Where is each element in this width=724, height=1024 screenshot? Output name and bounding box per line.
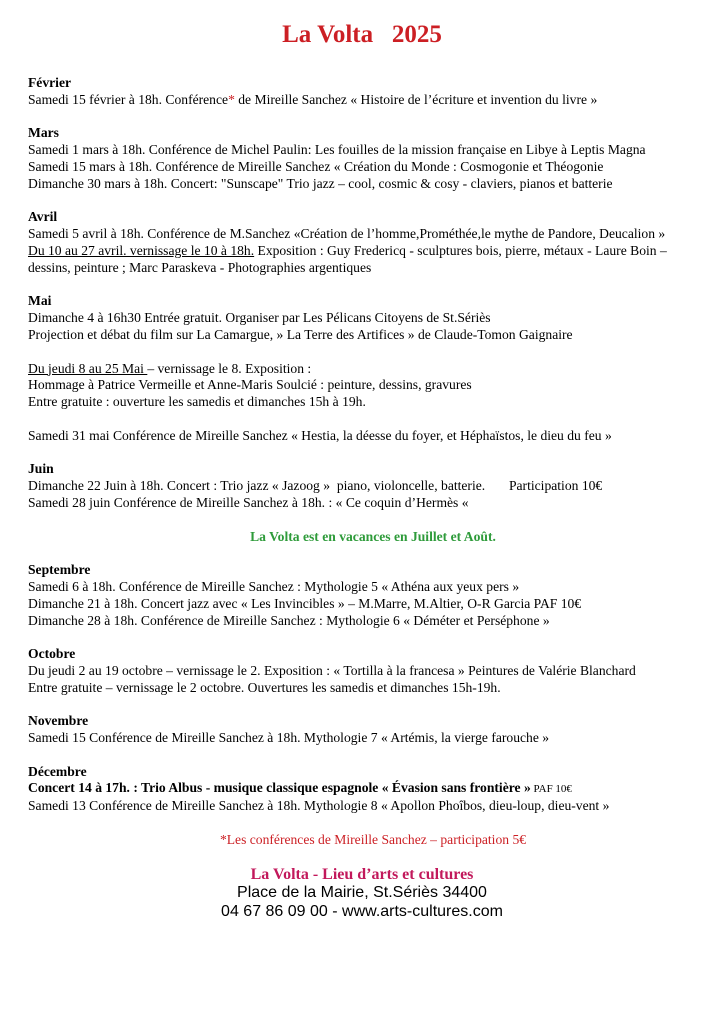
- month-heading-octobre: Octobre: [28, 646, 76, 662]
- price-note: PAF 10€: [530, 783, 572, 796]
- program-content: [28, 75, 718, 849]
- venue-name: La Volta - Lieu d’arts et cultures: [250, 866, 474, 883]
- event-line: [28, 243, 718, 260]
- month-heading-juin: Juin: [28, 461, 54, 477]
- month-heading-avril: Avril: [28, 209, 58, 225]
- event-line: Dimanche 4 à 16h30 Entrée gratuit. Organiser par Les Pélicans Citoyens de St.Sériès: [28, 310, 491, 326]
- event-line: dessins, peinture ; Marc Paraskeva - Photographies argentiques: [28, 259, 372, 275]
- event-line: [28, 780, 718, 798]
- event-line: Samedi 15 mars à 18h. Conférence de Mireille Sanchez « Création du Monde : Cosmogonie et Théogonie: [28, 158, 604, 174]
- date-range: Du jeudi 8 au 25 Mai: [28, 360, 148, 376]
- month-heading-decembre: Décembre: [28, 763, 87, 779]
- event-text: de Mireille Sanchez « Histoire de l’écriture et invention du livre »: [234, 91, 598, 107]
- event-line: Samedi 31 mai Conférence de Mireille Sanchez « Hestia, la déesse du foyer, et Héphaïstos, le dieu du feu »: [28, 427, 612, 443]
- event-line: Samedi 6 à 18h. Conférence de Mireille Sanchez : Mythologie 5 « Athéna aux yeux pers »: [28, 578, 520, 594]
- footnote: *Les conférences de Mireille Sanchez – participation 5€: [219, 831, 527, 847]
- event-text: Exposition : Guy Fredericq - sculptures bois, pierre, métaux - Laure Boin –: [254, 242, 667, 258]
- event-line: [28, 361, 718, 378]
- event-line: Entre gratuite : ouverture les samedis et dimanches 15h à 19h.: [28, 394, 366, 410]
- event-line: Samedi 28 juin Conférence de Mireille Sanchez à 18h. : « Ce coquin d’Hermès «: [28, 494, 469, 510]
- event-line: Dimanche 30 mars à 18h. Concert: "Sunscape" Trio jazz – cool, cosmic & cosy - claviers, pianos et batterie: [28, 175, 613, 191]
- venue-address: Place de la Mairie, St.Sériès 34400: [237, 884, 487, 901]
- event-line: Samedi 5 avril à 18h. Conférence de M.Sanchez «Création de l’homme,Prométhée,le mythe de Pandore, Deucalion »: [28, 226, 666, 242]
- event-line: Du jeudi 2 au 19 octobre – vernissage le 2. Exposition : « Tortilla à la francesa » Peintures de Valérie Blanchard: [28, 662, 636, 678]
- venue-contact: 04 67 86 09 00 - www.arts-cultures.com: [221, 903, 503, 920]
- event-line: Hommage à Patrice Vermeille et Anne-Maris Soulcié : peinture, dessins, gravures: [28, 377, 472, 393]
- event-line: Samedi 13 Conférence de Mireille Sanchez à 18h. Mythologie 8 « Apollon Phoîbos, dieu-loup, dieu-vent »: [28, 798, 610, 814]
- month-heading-fevrier: Février: [28, 75, 72, 90]
- event-line: Samedi 1 mars à 18h. Conférence de Michel Paulin: Les fouilles de la mission française en Libye à Leptis Magna: [28, 142, 646, 158]
- event-line: Dimanche 28 à 18h. Conférence de Mireille Sanchez : Mythologie 6 « Déméter et Perséphone »: [28, 612, 550, 628]
- event-line: Samedi 15 Conférence de Mireille Sanchez à 18h. Mythologie 7 « Artémis, la vierge farouche »: [28, 730, 550, 746]
- page-title: La Volta 2025: [282, 21, 442, 48]
- event-line: Entre gratuite – vernissage le 2 octobre. Ouvertures les samedis et dimanches 15h-19h.: [28, 679, 501, 695]
- date-range: Du 10 au 27 avril. vernissage le 10 à 18h.: [28, 242, 255, 258]
- event-line: Projection et débat du film sur La Camargue, » La Terre des Artifices » de Claude-Tomon Gaignaire: [28, 326, 573, 342]
- event-text: Samedi 15 février à 18h. Conférence: [28, 91, 229, 107]
- month-heading-novembre: Novembre: [28, 713, 89, 729]
- event-line: [28, 92, 718, 109]
- concert-highlight: Concert 14 à 17h. : Trio Albus - musique classique espagnole « Évasion sans frontière »: [28, 780, 531, 796]
- footnote-star: *: [228, 91, 235, 107]
- event-line: Dimanche 22 Juin à 18h. Concert : Trio jazz « Jazoog » piano, violoncelle, batterie. Participation 10€: [28, 478, 603, 494]
- event-line: Dimanche 21 à 18h. Concert jazz avec « Les Invincibles » – M.Marre, M.Altier, O-R Garcia PAF 10€: [28, 595, 582, 611]
- month-heading-septembre: Septembre: [28, 562, 91, 578]
- vacation-notice: La Volta est en vacances en Juillet et Août.: [250, 528, 496, 544]
- month-heading-mai: Mai: [28, 293, 52, 309]
- month-heading-mars: Mars: [28, 125, 59, 141]
- event-text: – vernissage le 8. Exposition :: [147, 360, 312, 376]
